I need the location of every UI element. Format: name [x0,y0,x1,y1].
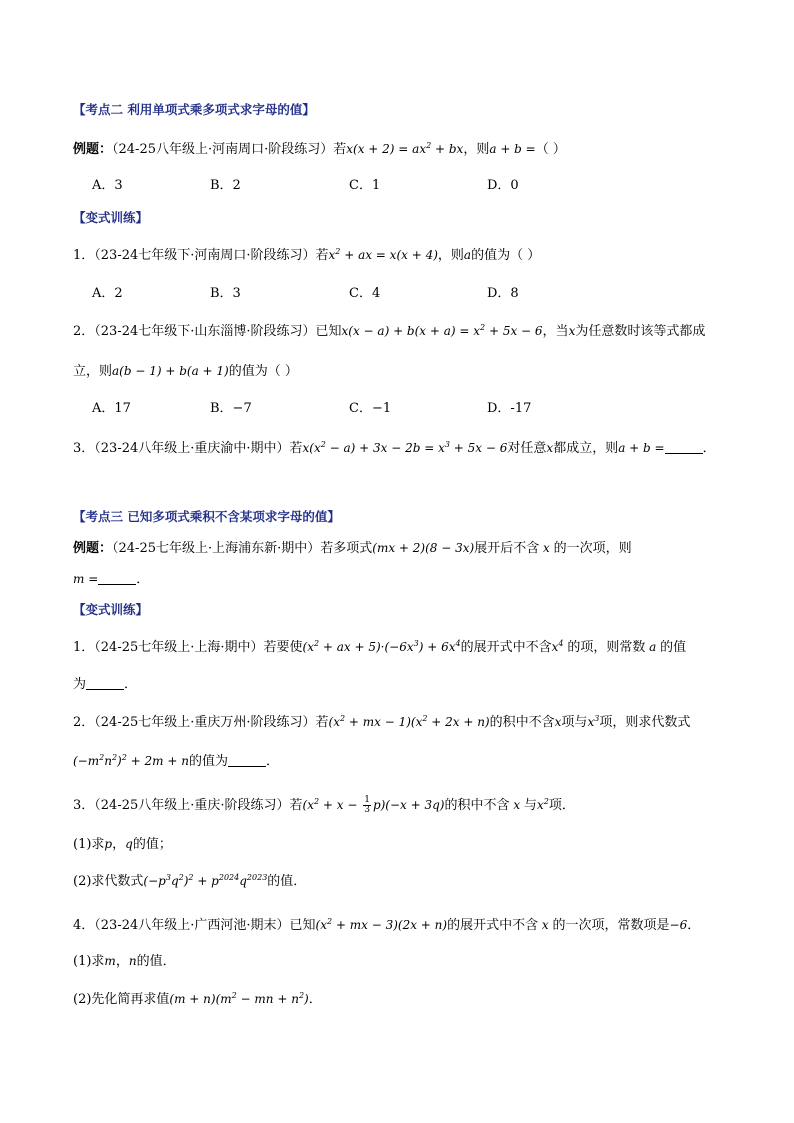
formula: a + b = [618,441,665,455]
training-heading: 【变式训练】 [73,210,149,225]
text: 的值． [136,954,176,969]
formula: $x(x^2 - a) + 3x - 2b = x^3 + 5x - 6$ [302,440,508,455]
formula: (mx + 2)(8 − 3x) [372,541,475,555]
formula: $x(x - a) + b(x + a) = x^2 + 5x - 6$ [341,323,543,338]
question-3-2-line2 [73,752,279,771]
text: ． [265,754,279,769]
text: 的项，则常数 [567,640,646,655]
text: (1)求 [73,954,105,969]
question-3-1-line1 [73,638,686,657]
text: 的值． [267,874,307,889]
formula: a [463,248,472,262]
text: (2)求代数式 [73,874,144,889]
answer-blank[interactable] [86,677,124,690]
question-3-3-sub2 [73,872,306,891]
text: 对任意 [507,441,547,456]
text: 的值 [660,640,687,655]
formula: ($x^2 + x$ − $\frac{1}{3}$ p)(−x + 3q) [302,795,445,815]
option-d[interactable]: D．-17 [487,401,532,416]
formula: x [509,798,524,812]
text: ，则 [463,142,490,157]
question-3-2-line1 [73,713,690,732]
text: 的展开式中不含 [447,918,539,933]
formula: −6 [669,918,688,932]
text: ． [308,992,322,1007]
question-3-4-sub1 [73,952,176,971]
option-b[interactable]: B．3 [210,286,241,301]
text: 的积中不含 [489,715,555,730]
text: 立，则 [73,364,113,379]
example-3-line1 [73,539,632,558]
text: 的一次项，常数项是 [552,918,670,933]
example-label: 例题： [73,142,113,157]
example-3-line2 [73,570,149,589]
formula: ($x^2$ + mx − 3)(2x + n) [315,917,448,932]
text: 的展开式中不含 [460,640,552,655]
formula: $x(x + 2) = ax^2$ + bx [346,141,464,156]
option-b[interactable]: B．−7 [210,401,252,416]
example-label: 例题： [73,541,113,556]
question-3-3 [73,796,575,815]
section-heading-3: 【考点三 已知多项式乘积不含某项求字母的值】 [73,509,340,524]
formula: $x^3$ [587,714,600,729]
formula: $x^2$ [536,797,549,812]
section-heading-2: 【考点二 利用单项式乘多项式求字母的值】 [73,102,315,117]
formula: q [125,837,133,851]
formula: $x^4$ [551,639,564,654]
formula: p [104,837,113,851]
formula: $(-m^2n^2)^2 + 2m + n$ [73,753,189,768]
formula: $x^2$ + ax = x(x + 4) [328,247,438,262]
question-2-2-line2 [73,362,298,381]
formula: m [104,954,116,968]
option-c[interactable]: C．4 [349,286,381,301]
text: ． [687,918,701,933]
text: ． [136,572,150,587]
q-source: 2．（23-24七年级下·山东淄博·阶段练习）已知 [73,324,342,339]
option-a[interactable]: A．17 [92,401,131,416]
q-source: 2．（24-25七年级上·重庆万州·阶段练习）若 [73,715,329,730]
text: ，当 [542,324,569,339]
text: 展开后不含 [474,541,540,556]
question-3-1-line2 [73,676,137,694]
text: 为任意数时该等式都成 [575,324,706,339]
text: 项与 [561,715,588,730]
formula: a(b − 1) + b(a + 1) [112,364,229,378]
question-2-3 [73,439,716,458]
question-2-1 [73,246,540,265]
option-b[interactable]: B．2 [210,178,241,193]
text: (1)求 [73,837,105,852]
formula: x [546,441,554,455]
text: ，则 [437,248,464,263]
text: 项． [548,798,575,813]
question-3-3-sub1 [73,835,172,854]
q-source: 1．（24-25七年级上·上海·期中）若要使 [73,640,303,655]
text: ， [115,954,129,969]
option-a[interactable]: A．2 [92,286,123,301]
text: 项，则求代数式 [599,715,691,730]
formula: x [539,541,554,555]
formula: x [538,918,553,932]
text: 的值为 [188,754,228,769]
q-source: 1．（23-24七年级下·河南周口·阶段练习）若 [73,248,329,263]
fraction-one-third: $\frac{1}{3}$ [364,795,370,815]
option-d[interactable]: D．8 [487,286,519,301]
formula: $(m + n)(m^2$ − mn + $n^2$) [169,991,309,1006]
text: 的值； [132,837,172,852]
formula: m = [73,572,99,586]
example-source: （24-25八年级上·河南周口·阶段练习）若 [112,142,347,157]
q-source: 3．（23-24八年级上·重庆渝中·期中）若 [73,441,303,456]
option-c[interactable]: C．−1 [349,401,392,416]
formula: ($x^2$ + mx − $1)(x^2 + 2x + n)$ [328,714,490,729]
formula: a + b = [489,142,536,156]
formula: x [568,324,576,338]
text: ． [124,677,138,692]
formula: x [554,715,562,729]
training-heading: 【变式训练】 [73,602,149,617]
question-2-2-line1 [73,322,705,341]
formula: a [645,640,661,654]
question-3-4-sub2 [73,990,322,1009]
answer-blank[interactable] [665,441,703,454]
example-2 [73,140,566,159]
text: 的值为（ ） [228,364,298,379]
q-source: 4．（23-24八年级上·广西河池·期末）已知 [73,918,316,933]
text: (2)先化简再求值 [73,992,170,1007]
answer-blank[interactable] [228,754,266,767]
q-source: 3．（24-25八年级上·重庆·阶段练习）若 [73,798,303,813]
text: 为 [73,677,87,692]
option-a[interactable]: A．3 [92,178,123,193]
text: 的一次项，则 [553,541,632,556]
question-3-4 [73,916,700,935]
option-c[interactable]: C．1 [349,178,381,193]
text: （ ） [535,142,566,157]
text: 的积中不含 [444,798,510,813]
formula: $(-p^3q^2)^2 + p^{2024}q^{2023}$ [143,873,268,888]
answer-blank[interactable] [98,572,136,585]
text: 与 [523,798,537,813]
text: ． [702,441,716,456]
text: ， [112,837,126,852]
text: 都成立，则 [553,441,619,456]
formula: ($x^2$ + ax + $5)\cdot(-6x^3) + 6x^4$ [302,639,461,654]
option-d[interactable]: D．0 [487,178,519,193]
text: 的值为（ ） [471,248,541,263]
example-source: （24-25七年级上·上海浦东新·期中）若多项式 [112,541,373,556]
formula: n [128,954,137,968]
